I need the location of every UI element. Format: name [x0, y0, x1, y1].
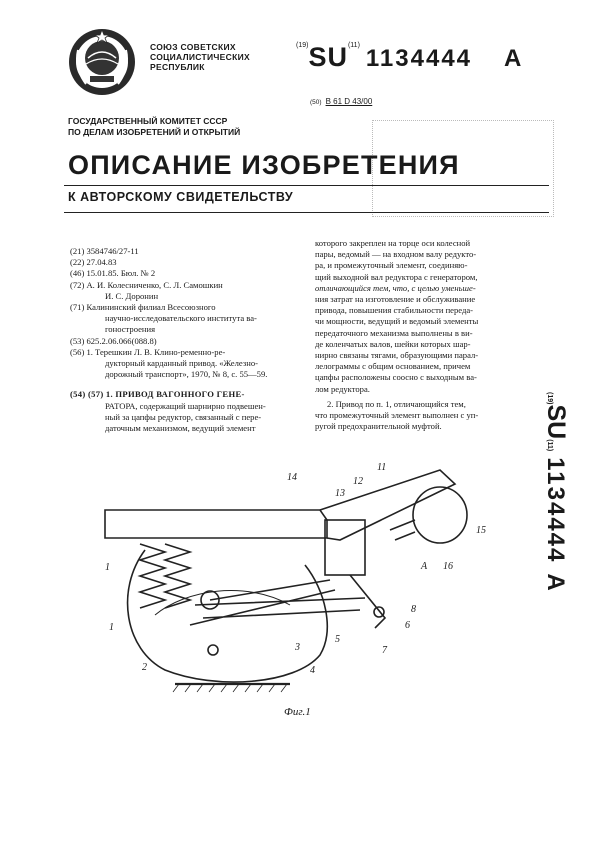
biblio-line: (53) 625.2.06.066(088.8)	[70, 335, 157, 346]
claim-line: которого закреплен на торце оси колесной	[315, 238, 471, 248]
union-line: РЕСПУБЛИК	[150, 62, 205, 72]
patent-number: 1134444	[365, 45, 473, 72]
claim-line: передаточного механизма выполнены в ви-	[315, 327, 473, 338]
side-code-19: (19)	[546, 392, 553, 405]
committee-line: ГОСУДАРСТВЕННЫЙ КОМИТЕТ СССР	[68, 116, 228, 126]
generator	[413, 487, 467, 543]
label-6: 6	[405, 620, 410, 631]
pivot	[208, 645, 218, 655]
biblio-line: (22) 27.04.83	[70, 257, 117, 268]
claim-line: лелограммы с общим основанием, причем	[315, 361, 471, 372]
claim-line: даточным механизмом, ведущий элемент	[105, 423, 256, 434]
gearbox-arm	[350, 575, 385, 628]
frame-arm	[320, 470, 455, 540]
union-line: СОЦИАЛИСТИЧЕСКИХ	[150, 52, 250, 62]
code-19: (19)	[296, 42, 309, 49]
union-line: СОЮЗ СОВЕТСКИХ	[150, 42, 236, 52]
biblio-line: (72) А. И. Колесниченко, С. Л. Самошкин	[70, 279, 223, 290]
claim-line: щий выходной вал редуктора с генератором,	[315, 271, 478, 282]
claim-line: цапфы расположены соосно с выходным ва-	[315, 372, 477, 383]
spring	[140, 544, 190, 608]
figure-caption: Фиг.1	[284, 706, 311, 718]
publication-number	[296, 42, 521, 73]
coupling	[390, 520, 415, 540]
union-name	[150, 42, 250, 72]
label-3: 3	[295, 642, 300, 653]
label-14: 14	[287, 472, 297, 483]
label-13: 13	[335, 488, 345, 499]
side-patent-number: 1134444	[542, 457, 569, 564]
claim-line: привода, повышения стабильности переда-	[315, 305, 474, 316]
right-column	[315, 238, 545, 432]
side-kind-code: A	[542, 573, 569, 591]
rail-hatch	[173, 684, 287, 692]
claim-line: ра, и промежуточный элемент, соединяю-	[315, 260, 468, 271]
biblio-line: (46) 15.01.85. Бюл. № 2	[70, 268, 156, 279]
ipc-classification	[310, 97, 372, 106]
biblio-line: дукторный карданный привод. «Железно-	[105, 358, 258, 369]
claim-start	[70, 389, 308, 434]
claim-line: ный за цапфы редуктор, связанный с пере-	[105, 411, 262, 422]
side-code-11: (11)	[546, 439, 553, 452]
label-16: 16	[443, 561, 453, 572]
claim-line: чи мощности, ведущий и ведомый элементы	[315, 316, 479, 327]
left-column	[70, 246, 308, 434]
label-1-top: 1	[105, 562, 110, 573]
pivot	[374, 607, 384, 617]
biblio-line: (56) 1. Терешкин Л. В. Клино-ременно-ре-	[70, 346, 226, 357]
biblio-line: (21) 3584746/27-11	[70, 246, 139, 256]
claim-line: ния затрат на изготовление и обслуживание	[315, 294, 476, 305]
link-rods	[190, 580, 365, 625]
ipc-code: (50)	[310, 99, 322, 106]
biblio-line: гоностроения	[105, 324, 156, 335]
document-title: ОПИСАНИЕ ИЗОБРЕТЕНИЯ	[68, 150, 460, 180]
wheel-rim	[155, 591, 290, 615]
label-1-bottom: 1	[109, 622, 114, 633]
label-12: 12	[353, 476, 363, 487]
kind-code: A	[504, 45, 522, 72]
claim-line: пары, ведомый — на входном валу редукто-	[315, 249, 477, 260]
country-code: SU	[308, 42, 348, 72]
claim-line: де коленчатых валов, шейки которых шар-	[315, 338, 471, 349]
biblio-line: дорожный транспорт», 1970, № 8, с. 55—59.	[105, 369, 268, 380]
claim-line: отличающийся тем, что, с целью уменьше-	[315, 282, 476, 293]
label-2: 2	[142, 662, 147, 673]
side-publication-number	[538, 392, 578, 712]
subtitle-rule	[64, 212, 549, 213]
frame-beam	[105, 510, 327, 538]
title-rule	[64, 185, 549, 186]
claim-line: нирно связаны тягами, образующими парал-	[315, 350, 479, 361]
document-subtitle: К АВТОРСКОМУ СВИДЕТЕЛЬСТВУ	[68, 190, 294, 204]
label-5: 5	[335, 634, 340, 645]
claim-line: лом редуктора.	[315, 383, 370, 394]
biblio-line: (71) Калининский филиал Всесоюзного	[70, 302, 216, 313]
biblio-line: научно-исследовательского института ва-	[105, 313, 257, 324]
committee-name	[68, 116, 240, 138]
gearbox	[325, 520, 365, 575]
claim-line: РАТОРА, содержащий шарнирно подвешен-	[105, 400, 266, 411]
committee-line: ПО ДЕЛАМ ИЗОБРЕТЕНИЙ И ОТКРЫТИЙ	[68, 127, 241, 137]
code-11: (11)	[347, 42, 360, 49]
side-country-code: SU	[542, 404, 570, 440]
patent-drawing	[95, 440, 495, 725]
claim-line: 2. Привод по п. 1, отличающийся тем,	[327, 398, 466, 409]
biblio-line: И. С. Доронин	[105, 290, 159, 301]
label-15: 15	[476, 525, 486, 536]
claim-line: ругой предохранительной муфтой.	[315, 421, 442, 432]
label-A: A	[421, 561, 428, 572]
ipc-value: B 61 D 43/00	[325, 97, 373, 106]
claim-line: что промежуточный элемент выполнен с уп-	[315, 410, 479, 421]
claim-heading: (54) (57) 1. ПРИВОД ВАГОННОГО ГЕНЕ-	[70, 389, 245, 400]
label-8: 8	[411, 604, 416, 615]
label-7: 7	[382, 645, 387, 656]
bibliographic-data	[70, 246, 308, 380]
state-emblem-icon	[64, 24, 140, 100]
label-4: 4	[310, 665, 315, 676]
label-11: 11	[377, 462, 387, 473]
